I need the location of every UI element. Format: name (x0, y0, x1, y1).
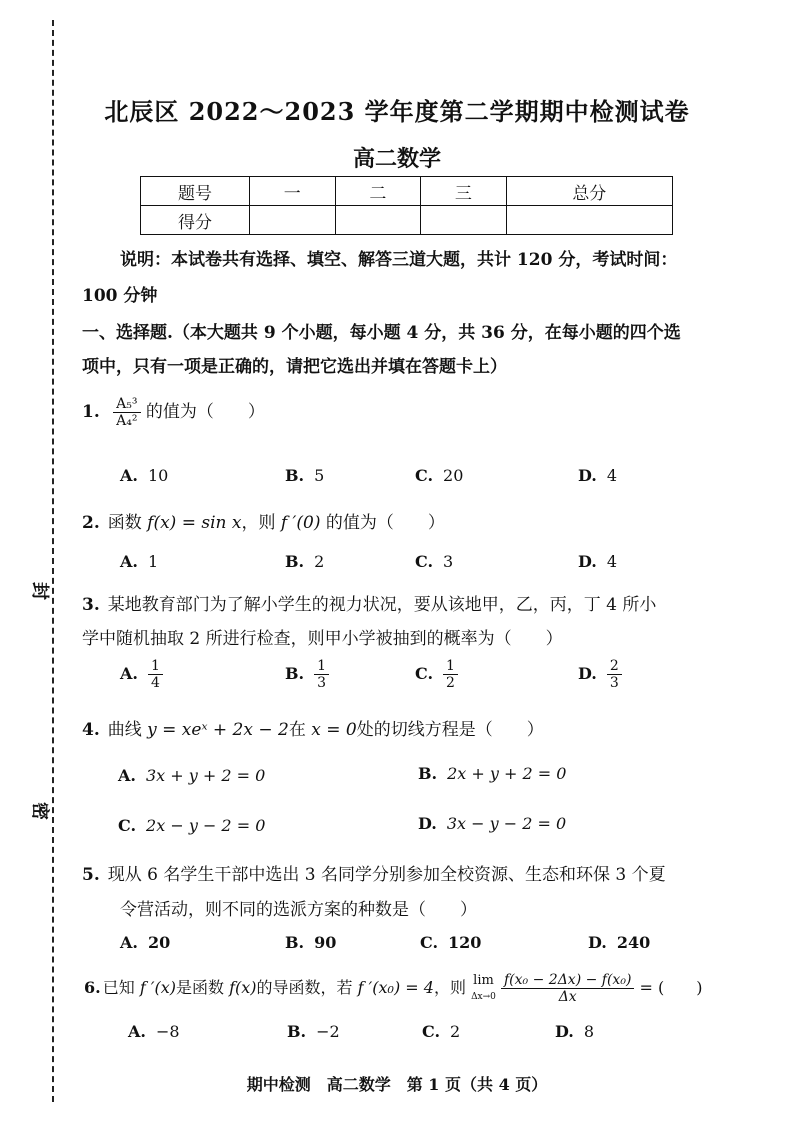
instructions-line2: 100 分钟 (82, 286, 158, 306)
score-input-cell[interactable] (335, 206, 421, 235)
instructions-line1: 说明：本试卷共有选择、填空、解答三道大题，共计 120 分，考试时间： (120, 250, 678, 270)
question-5-line2: 令营活动，则不同的选派方案的种数是（ ） (120, 900, 477, 920)
option-b: B. 90 (285, 933, 337, 952)
question-5-line1: 5. 现从 6 名学生干部中选出 3 名同学分别参加全校资源、生态和环保 3 个夏 (82, 865, 666, 885)
table-cell: 总分 (506, 177, 672, 206)
option-b: B. 2x + y + 2 = 0 (418, 764, 567, 783)
page-footer: 期中检测 高二数学 第 1 页（共 4 页） (246, 1075, 548, 1094)
side-secret-char: 密 (29, 802, 50, 820)
question-number: 1. (82, 402, 100, 422)
option-d: D. 4 (578, 466, 618, 485)
fraction-denominator: A₄² (116, 413, 138, 429)
option-c: C. 20 (415, 466, 464, 485)
score-table-header-row (141, 177, 673, 206)
section1-line2: 项中，只有一项是正确的，请把它选出并填在答题卡上） (82, 357, 507, 377)
option-a: A. 3x + y + 2 = 0 (118, 766, 266, 785)
option-a: A. 20 (120, 933, 171, 952)
question-text: 的值为（ ） (145, 402, 265, 422)
option-c: C. 120 (420, 933, 482, 952)
table-cell: 题号 (141, 177, 250, 206)
option-c: C. 3 (415, 552, 454, 571)
option-b: B. 5 (285, 466, 325, 485)
option-b: B. $\frac{1}{3}$ (285, 658, 329, 691)
section1-line1: 一、选择题.（本大题共 9 个小题，每小题 4 分，共 36 分，在每小题的四个选 (82, 323, 681, 343)
question-3-line2: 学中随机抽取 2 所进行检查，则甲小学被抽到的概率为（ ） (82, 629, 563, 649)
option-d: D. 240 (588, 933, 651, 952)
option-a: A. 10 (120, 466, 169, 485)
question-6: 6. 已知 f ′(x)是函数 f(x)的导函数，若 f ′(x₀) = 4，则 lim Δx→0 $\frac{\text{f(x₀ − 2Δx) − f(x₀)}}{\Delta x}$ = ( ) (84, 972, 703, 1005)
option-d: D. 3x − y − 2 = 0 (418, 814, 567, 833)
score-input-cell[interactable] (421, 206, 507, 235)
table-cell: 一 (250, 177, 336, 206)
permutation-fraction (113, 396, 140, 429)
fraction-numerator: A₅³ (113, 396, 140, 413)
score-input-cell[interactable] (250, 206, 336, 235)
option-a: A. $\frac{1}{4}$ (120, 658, 163, 691)
question-4: 4. 曲线 y = xeˣ + 2x − 2在 x = 0处的切线方程是（ ） (82, 720, 544, 740)
binding-cut-line (52, 20, 54, 1102)
option-b: B. −2 (287, 1022, 340, 1041)
option-c: C. 2x − y − 2 = 0 (118, 816, 266, 835)
question-1 (82, 396, 265, 429)
table-cell: 二 (335, 177, 421, 206)
side-seal-char: 封 (29, 582, 50, 600)
exam-title: 北辰区 2022～2023 学年度第二学期期中检测试卷 (104, 97, 690, 126)
table-cell: 三 (421, 177, 507, 206)
limit-fraction: $\frac{\text{f(x₀ − 2Δx) − f(x₀)}}{\Delta x}$ (501, 972, 634, 1005)
option-d: D. 4 (578, 552, 618, 571)
score-table-score-row (141, 206, 673, 235)
option-a: A. −8 (128, 1022, 180, 1041)
option-b: B. 2 (285, 552, 325, 571)
option-a: A. 1 (120, 552, 159, 571)
limit-symbol: lim Δx→0 (471, 972, 496, 1002)
option-d: D. $\frac{2}{3}$ (578, 658, 622, 691)
question-3-line1: 3. 某地教育部门为了解小学生的视力状况，要从该地甲，乙，丙，丁 4 所小 (82, 595, 657, 615)
option-d: D. 8 (555, 1022, 595, 1041)
exam-subject: 高二数学 (352, 146, 441, 172)
table-cell: 得分 (141, 206, 250, 235)
score-input-cell[interactable] (506, 206, 672, 235)
question-2: 2. 函数 f(x) = sin x，则 f ′(0) 的值为（ ） (82, 513, 445, 533)
option-c: C. $\frac{1}{2}$ (415, 658, 458, 691)
score-table (140, 176, 673, 235)
option-c: C. 2 (422, 1022, 461, 1041)
